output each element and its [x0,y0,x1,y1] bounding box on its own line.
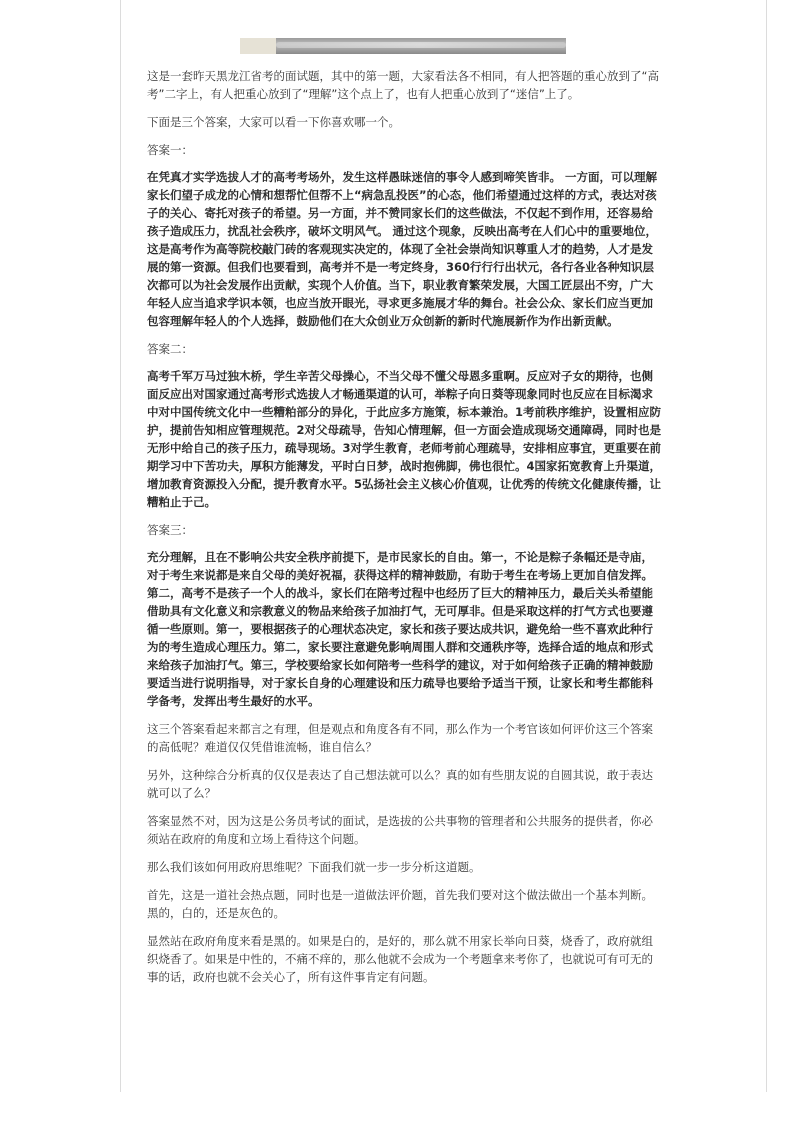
analysis-paragraph: 首先，这是一道社会热点题，同时也是一道做法评价题，首先我们要对这个做法做出一个基本判断。黑的，白的，还是灰色的。 [147,888,653,920]
analysis-paragraph: 显然站在政府角度来看是黑的。如果是白的，是好的，那么就不用家长举向日葵，烧香了，政府就组织烧香了。如果是中性的，不痛不痒的，那么他就不会成为一个考题拿来考你了，也就说可有可无的事的话，政府也就不会关心了，所有这件事肯定有问题。 [147,934,653,984]
intro-paragraph: 这是一套昨天黑龙江省考的面试题，其中的第一题，大家看法各不相同，有人把答题的重心放到了“高考”二字上，有人把重心放到了“理解”这个点上了，也有人把重心放到了“迷信”上了。 [147,69,659,101]
answer-two-text: 高考千军万马过独木桥，学生辛苦父母操心，不当父母不懂父母恩多重啊。反应对子女的期待，也侧面反应出对国家通过高考形式选拔人才畅通渠道的认可，举粽子向日葵等现象同时也反应在目标渴求中对中国传统文化中一些糟粕部分的异化，于此应多方施策，标本兼治。1考前秩序维护，设置相应防护，提前告知相应管理规范。2对父母疏导，告知心情理解，但一方面会造成现场交通障碍，同时也是无形中给自己的孩子压力，疏导现场。3对学生教育，老师考前心理疏导，安排相应事宜，更重要在前期学习中下苦功夫，厚积方能薄发，平时白日梦，战时抱佛脚，佛也很忙。4国家拓宽教育上升渠道，增加教育资源投入分配，提升教育水平。5弘扬社会主义核心价值观，让优秀的传统文化健康传播，让糟粕止于己。 [147,369,661,509]
intro-paragraph-2: 下面是三个答案，大家可以看一下你喜欢哪一个。 [147,115,400,129]
article-body [147,67,661,996]
analysis-paragraph: 那么我们该如何用政府思维呢？下面我们就一步一步分析这道题。 [147,860,481,874]
cropped-photo [240,38,566,54]
photo-sheen [276,42,566,48]
answer-two-label: 答案二： [147,342,193,356]
analysis-paragraph: 另外，这种综合分析真的仅仅是表达了自己想法就可以么？真的如有些朋友说的自圆其说，敢于表达就可以了么？ [147,768,653,800]
page-border-left [120,0,121,1092]
page-border-right [766,0,767,1092]
answer-three-label: 答案三： [147,523,193,537]
analysis-paragraph: 答案显然不对，因为这是公务员考试的面试，是选拔的公共事物的管理者和公共服务的提供者，你必须站在政府的角度和立场上看待这个问题。 [147,814,653,846]
answer-one-text: 在凭真才实学选拔人才的高考考场外，发生这样愚昧迷信的事令人感到啼笑皆非。 一方面，可以理解家长们望子成龙的心情和想帮忙但帮不上“病急乱投医”的心态，他们希望通过这样的方式，表达对孩子的关心、寄托对孩子的希望。另一方面，并不赞同家长们的这些做法，不仅起不到作用，还容易给孩子造成压力，扰乱社会秩序，破坏文明风气。 通过这个现象，反映出高考在人们心中的重要地位，这是高考作为高等院校敲门砖的客观现实决定的，体现了全社会崇尚知识尊重人才的趋势，人才是发展的第一资源。但我们也要看到，高考并不是一考定终身，360行行行出状元，各行各业各种知识层次都可以为社会发展作出贡献，实现个人价值。当下，职业教育繁荣发展，大国工匠层出不穷，广大年轻人应当追求学识本领，也应当放开眼光，寻求更多施展才华的舞台。社会公众、家长们应当更加包容理解年轻人的个人选择，鼓励他们在大众创业万众创新的新时代施展新作为作出新贡献。 [147,170,657,328]
answer-three-text: 充分理解，且在不影响公共安全秩序前提下，是市民家长的自由。第一，不论是粽子条幅还是寺庙，对于考生来说都是来自父母的美好祝福，获得这样的精神鼓励，有助于考生在考场上更加自信发挥。第二，高考不是孩子一个人的战斗，家长们在陪考过程中也经历了巨大的精神压力，最后关头希望能借助具有文化意义和宗教意义的物品来给孩子加油打气，无可厚非。但是采取这样的打气方式也要遵循一些原则。第一，要根据孩子的心理状态决定，家长和孩子要达成共识，避免给一些不喜欢此种行为的考生造成心理压力。第二，家长要注意避免影响周围人群和交通秩序等，选择合适的地点和形式来给孩子加油打气。第三，学校要给家长如何陪考一些科学的建议，对于如何给孩子正确的精神鼓励要适当进行说明指导，对于家长自身的心理建设和压力疏导也要给予适当干预，让家长和考生都能科学备考，发挥出考生最好的水平。 [147,550,653,708]
analysis-paragraph: 这三个答案看起来都言之有理，但是观点和角度各有不同，那么作为一个考官该如何评价这三个答案的高低呢？难道仅仅凭借谁流畅，谁自信么？ [147,722,653,754]
photo-paper-edge [240,38,276,54]
answer-one-label: 答案一： [147,143,193,157]
